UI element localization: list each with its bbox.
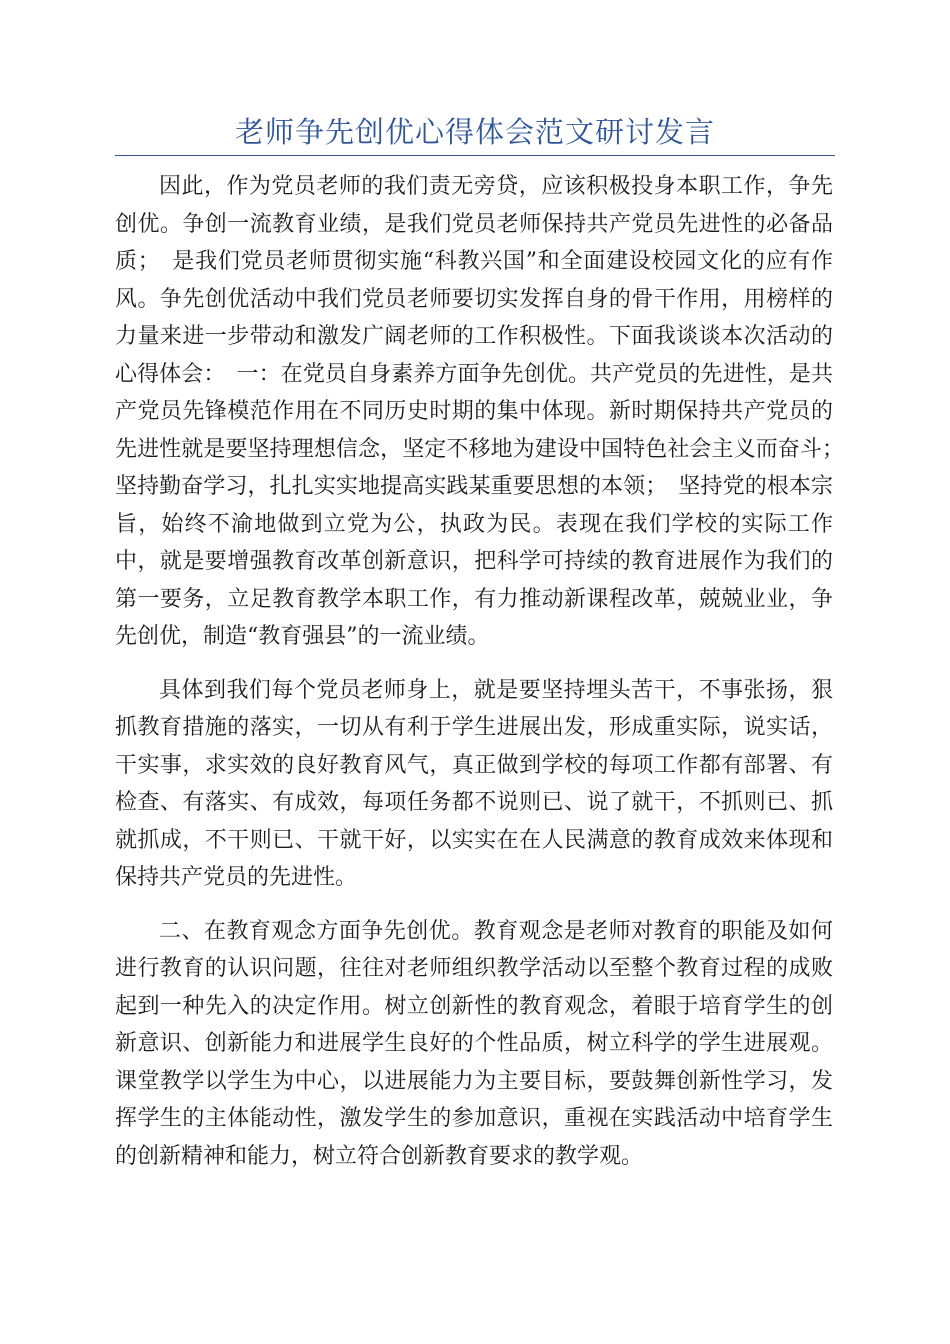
paragraph-1: 因此，作为党员老师的我们责无旁贷，应该积极投身本职工作，争先创优。争创一流教育业绩，是我们党员老师保持共产党员先进性的必备品质； 是我们党员老师贯彻实施“科教兴国”和全面建设校园文化的应有作风。争先创优活动中我们党员老师要切实发挥自身的骨干作用，用榜样的力量来进一步带动和激发广阔老师的工作积极性。下面我谈谈本次活动的心得体会： 一：在党员自身素养方面争先创优。共产党员的先进性，是共产党员先锋模范作用在不同历史时期的集中体现。新时期保持共产党员的先进性就是要坚持理想信念，坚定不移地为建设中国特色社会主义而奋斗； 坚持勤奋学习，扎扎实实地提高实践某重要思想的本领； 坚持党的根本宗旨，始终不渝地做到立党为公，执政为民。表现在我们学校的实际工作中，就是要增强教育改革创新意识，把科学可持续的教育进展作为我们的第一要务，立足教育教学本职工作，有力推动新课程改革，兢兢业业，争先创优，制造“教育强县”的一流业绩。 [115, 174, 856, 649]
paragraph-2: 具体到我们每个党员老师身上，就是要坚持埋头苦干，不事张扬，狠抓教育措施的落实，一切从有利于学生进展出发，形成重实际，说实话，干实事，求实效的良好教育风气，真正做到学校的每项工作都有部署、有检查、有落实、有成效，每项任务都不说则已、说了就干，不抓则已、抓就抓成，不干则已、干就干好，以实实在在人民满意的教育成效来体现和保持共产党员的先进性。 [115, 677, 833, 890]
document-body [115, 168, 856, 1191]
title-underline [115, 155, 835, 156]
document-title: 老师争先创优心得体会范文研讨发言 [234, 115, 715, 149]
paragraph-3: 二、在教育观念方面争先创优。教育观念是老师对教育的职能及如何进行教育的认识问题，往往对老师组织教学活动以至整个教育过程的成败起到一种先入的决定作用。树立创新性的教育观念，着眼于培育学生的创新意识、创新能力和进展学生良好的个性品质，树立科学的学生进展观。课堂教学以学生为中心，以进展能力为主要目标，要鼓舞创新性学习，发挥学生的主体能动性，激发学生的参加意识，重视在实践活动中培育学生的创新精神和能力，树立符合创新教育要求的教学观。 [115, 918, 833, 1169]
